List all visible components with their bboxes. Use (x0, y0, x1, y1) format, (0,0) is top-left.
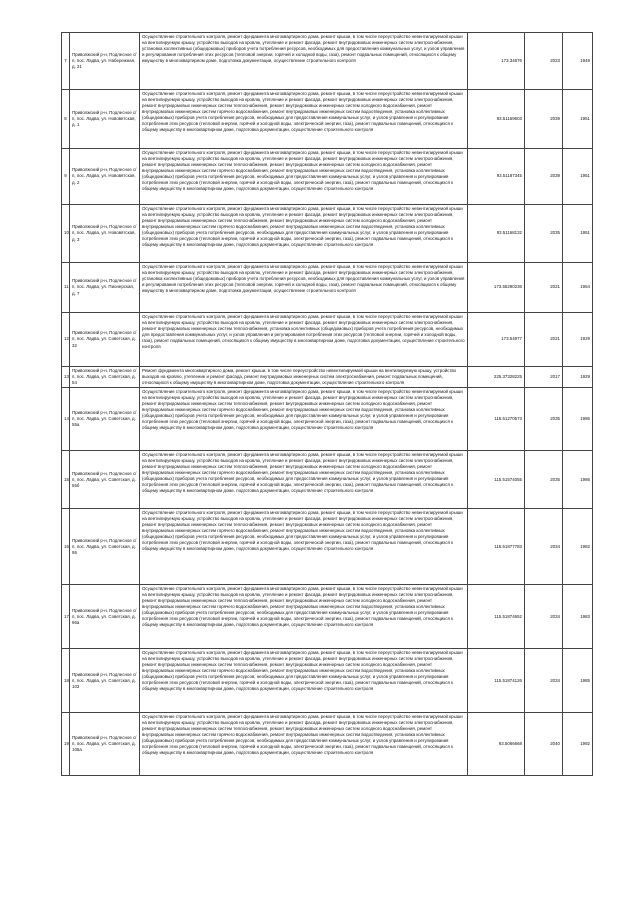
table-row (62, 388, 593, 451)
table-row (62, 205, 593, 263)
address-cell: Приволжский р-н, Подлесное с/п, пос. Ладва, ул. Советская, д. 32 (70, 313, 140, 367)
area-cell: 225.37328225 (468, 367, 525, 388)
row-number: 11 (62, 263, 70, 313)
built-year-cell: 1982 (563, 509, 593, 585)
built-year-cell: 1949 (563, 33, 593, 90)
row-number: 8 (62, 90, 70, 149)
table-body (62, 33, 593, 776)
table-row (62, 451, 593, 509)
works-cell: Осуществление строительного контроля, ремонт фундамента многоквартирного дома, ремонт крыши, в том числе переустройство невентилируемой крыши на вентилируемую крышу, устройство выходов на кровлю, утепление и ремонт фасада, ремонт внутридомовых инженерных систем электроснабжения, ремонт внутридомовых инженерных систем теплоснабжения, ремонт внутридомовых инженерных систем холодного водоснабжения, ремонт внутридомовых инженерных систем горячего водоснабжения, ремонт внутридомовых инженерных систем водоотведения, установка коллективных (общедомовых) приборов учета потребления ресурсов, необходимых для предоставления коммунальных услуг, и узлов управления и регулирования потребления этих ресурсов (тепловой энергии, горячей и холодной воды, электрической энергии, газа), ремонт подвальных помещений, относящихся к общему имуществу в многоквартирном доме, подготовка документации, осуществление строительного контроля (140, 451, 468, 509)
row-number: 15 (62, 451, 70, 509)
works-cell: Осуществление строительного контроля, ремонт фундамента многоквартирного дома, ремонт крыши, в том числе переустройство невентилируемой крыши на вентилируемую крышу, устройство выходов на кровлю, утепление и ремонт фасада, ремонт внутридомовых инженерных систем электроснабжения, установка коллективных (общедомовых) приборов учета потребления ресурсов, необходимых для предоставления коммунальных услуг, и узлов управления и регулирования потребления этих ресурсов (тепловой энергии, горячей и холодной воды, газа), ремонт подвальных помещений, относящихся к общему имуществу в многоквартирном доме, подготовка документации, осуществление строительного контроля (140, 263, 468, 313)
address-cell: Приволжский р-н, Подлесное с/п, пос. Ладва, ул. Нововятская, д. 3 (70, 205, 140, 263)
capital-repair-table (61, 32, 593, 776)
row-number: 16 (62, 509, 70, 585)
works-cell: Осуществление строительного контроля, ремонт фундамента многоквартирного дома, ремонт крыши, в том числе переустройство невентилируемой крыши на вентилируемую крышу, устройство выходов на кровлю, утепление и ремонт фасада, ремонт внутридомовых инженерных систем электроснабжения, ремонт внутридомовых инженерных систем теплоснабжения, ремонт внутридомовых инженерных систем холодного водоснабжения, ремонт внутридомовых инженерных систем горячего водоснабжения, ремонт внутридомовых инженерных систем водоотведения, установка коллективных (общедомовых) приборов учета потребления ресурсов, необходимых для предоставления коммунальных услуг, и узлов управления и регулирования потребления этих ресурсов (тепловой энергии, горячей и холодной воды, электрической энергии, газа), ремонт подвальных помещений, относящихся к общему имуществу в многоквартирном доме, подготовка документации, осуществление строительного контроля (140, 205, 468, 263)
area-cell: 173.54977 (468, 313, 525, 367)
row-number: 13 (62, 367, 70, 388)
area-cell: 93.51169603 (468, 90, 525, 149)
address-cell: Приволжский р-н, Подлесное с/п, пос. Ладва, ул. Советская, д. 103 (70, 649, 140, 713)
row-number: 7 (62, 33, 70, 90)
repair-year-cell: 2034 (525, 585, 563, 649)
built-year-cell: 1951 (563, 90, 593, 149)
works-cell: Осуществление строительного контроля, ремонт фундамента многоквартирного дома, ремонт крыши, в том числе переустройство невентилируемой крыши на вентилируемую крышу, устройство выходов на кровлю, утепление и ремонт фасада, ремонт внутридомовых инженерных систем электроснабжения, установка коллективных (общедомовых) приборов учета потребления ресурсов, необходимых для предоставления коммунальных услуг, и узлов управления и регулирования потребления этих ресурсов (тепловой энергии, горячей и холодной воды, газа), ремонт подвальных помещений, относящихся к общему имуществу в многоквартирном доме, подготовка документации, осуществление строительного контроля (140, 33, 468, 90)
area-cell: 115.51874126 (468, 649, 525, 713)
table-row (62, 367, 593, 388)
works-cell: Осуществление строительного контроля, ремонт фундамента многоквартирного дома, ремонт крыши, в том числе переустройство невентилируемой крыши на вентилируемую крышу, устройство выходов на кровлю, утепление и ремонт фасада, ремонт внутридомовых инженерных систем электроснабжения, ремонт внутридомовых инженерных систем теплоснабжения, ремонт внутридомовых инженерных систем холодного водоснабжения, ремонт внутридомовых инженерных систем горячего водоснабжения, ремонт внутридомовых инженерных систем водоотведения, установка коллективных (общедомовых) приборов учета потребления ресурсов, необходимых для предоставления коммунальных услуг, и узлов управления и регулирования потребления этих ресурсов (тепловой энергии, горячей и холодной воды, электрической энергии, газа), ремонт подвальных помещений, относящихся к общему имуществу в многоквартирном доме, подготовка документации, осуществление строительного контроля (140, 649, 468, 713)
works-cell: Осуществление строительного контроля, ремонт фундамента многоквартирного дома, ремонт крыши, в том числе переустройство невентилируемой крыши на вентилируемую крышу, устройство выходов на кровлю, утепление и ремонт фасада, ремонт внутридомовых инженерных систем электроснабжения, ремонт внутридомовых инженерных систем теплоснабжения, ремонт внутридомовых инженерных систем холодного водоснабжения, ремонт внутридомовых инженерных систем горячего водоснабжения, ремонт внутридомовых инженерных систем водоотведения, установка коллективных (общедомовых) приборов учета потребления ресурсов, необходимых для предоставления коммунальных услуг, и узлов управления и регулирования потребления этих ресурсов (тепловой энергии, горячей и холодной воды, электрической энергии, газа), ремонт подвальных помещений, относящихся к общему имуществу в многоквартирном доме, подготовка документации, осуществление строительного контроля (140, 90, 468, 149)
row-number: 17 (62, 585, 70, 649)
built-year-cell: 1951 (563, 205, 593, 263)
works-cell: Осуществление строительного контроля, ремонт фундамента многоквартирного дома, ремонт крыши, в том числе переустройство невентилируемой крыши на вентилируемую крышу, устройство выходов на кровлю, утепление и ремонт фасада, ремонт внутридомовых инженерных систем электроснабжения, ремонт внутридомовых инженерных систем теплоснабжения, ремонт внутридомовых инженерных систем холодного водоснабжения, ремонт внутридомовых инженерных систем горячего водоснабжения, ремонт внутридомовых инженерных систем водоотведения, установка коллективных (общедомовых) приборов учета потребления ресурсов, необходимых для предоставления коммунальных услуг, и узлов управления и регулирования потребления этих ресурсов (тепловой энергии, горячей и холодной воды, электрической энергии, газа), ремонт подвальных помещений, относящихся к общему имуществу в многоквартирном доме, подготовка документации, осуществление строительного контроля (140, 585, 468, 649)
table-row (62, 90, 593, 149)
repair-year-cell: 2035 (525, 388, 563, 451)
table-row (62, 585, 593, 649)
area-cell: 115.51877783 (468, 509, 525, 585)
works-cell: Осуществление строительного контроля, ремонт фундамента многоквартирного дома, ремонт крыши, в том числе переустройство невентилируемой крыши на вентилируемую крышу, устройство выходов на кровлю, утепление и ремонт фасада, ремонт внутридомовых инженерных систем электроснабжения, ремонт внутридомовых инженерных систем теплоснабжения, ремонт внутридомовых инженерных систем холодного водоснабжения, ремонт внутридомовых инженерных систем горячего водоснабжения, ремонт внутридомовых инженерных систем водоотведения, установка коллективных (общедомовых) приборов учета потребления ресурсов, необходимых для предоставления коммунальных услуг, и узлов управления и регулирования потребления этих ресурсов (тепловой энергии, горячей и холодной воды, электрической энергии, газа), ремонт подвальных помещений, относящихся к общему имуществу в многоквартирном доме, подготовка документации, осуществление строительного контроля (140, 713, 468, 776)
repair-year-cell: 2035 (525, 451, 563, 509)
area-cell: 115.51574055 (468, 451, 525, 509)
address-cell: Приволжский р-н, Подлесное с/п, пос. Ладва, ул. Советская, д. 95 (70, 509, 140, 585)
repair-year-cell: 2039 (525, 90, 563, 149)
repair-year-cell: 2023 (525, 33, 563, 90)
built-year-cell: 1986 (563, 451, 593, 509)
table-row (62, 263, 593, 313)
table-row (62, 509, 593, 585)
area-cell: 93.51168132 (468, 205, 525, 263)
works-cell: Осуществление строительного контроля, ремонт фундамента многоквартирного дома, ремонт крыши, в том числе переустройство невентилируемой крыши на вентилируемую крышу, устройство выходов на кровлю, утепление и ремонт фасада, ремонт внутридомовых инженерных систем электроснабжения, ремонт внутридомовых инженерных систем теплоснабжения, установка коллективных (общедомовых) приборов учета потребления ресурсов, необходимых для предоставления коммунальных услуг, и узлов управления и регулирования потребления этих ресурсов (тепловой энергии, горячей и холодной воды, газа), ремонт подвальных помещений, относящихся к общему имуществу в многоквартирном доме, подготовка документации, осуществление строительного контроля (140, 313, 468, 367)
repair-year-cell: 2034 (525, 649, 563, 713)
built-year-cell: 1986 (563, 388, 593, 451)
address-cell: Приволжский р-н, Подлесное с/п, пос. Ладва, ул. Нововятская, д. 1 (70, 90, 140, 149)
address-cell: Приволжский р-н, Подлесное с/п, пос. Ладва, ул. Нововятская, д. 2 (70, 149, 140, 205)
table-row (62, 33, 593, 90)
repair-year-cell: 2021 (525, 313, 563, 367)
built-year-cell: 1951 (563, 149, 593, 205)
area-cell: 93.5066668 (468, 713, 525, 776)
repair-year-cell: 2034 (525, 509, 563, 585)
works-cell: Осуществление строительного контроля, ремонт фундамента многоквартирного дома, ремонт крыши, в том числе переустройство невентилируемой крыши на вентилируемую крышу, устройство выходов на кровлю, утепление и ремонт фасада, ремонт внутридомовых инженерных систем электроснабжения, ремонт внутридомовых инженерных систем теплоснабжения, ремонт внутридомовых инженерных систем холодного водоснабжения, ремонт внутридомовых инженерных систем горячего водоснабжения, ремонт внутридомовых инженерных систем водоотведения, установка коллективных (общедомовых) приборов учета потребления ресурсов, необходимых для предоставления коммунальных услуг, и узлов управления и регулирования потребления этих ресурсов (тепловой энергии, горячей и холодной воды, электрической энергии, газа), ремонт подвальных помещений, относящихся к общему имуществу в многоквартирном доме, подготовка документации, осуществление строительного контроля (140, 149, 468, 205)
row-number: 14 (62, 388, 70, 451)
row-number: 10 (62, 205, 70, 263)
works-cell: Осуществление строительного контроля, ремонт фундамента многоквартирного дома, ремонт крыши, в том числе переустройство невентилируемой крыши на вентилируемую крышу, устройство выходов на кровлю, утепление и ремонт фасада, ремонт внутридомовых инженерных систем электроснабжения, ремонт внутридомовых инженерных систем теплоснабжения, ремонт внутридомовых инженерных систем холодного водоснабжения, ремонт внутридомовых инженерных систем горячего водоснабжения, ремонт внутридомовых инженерных систем водоотведения, установка коллективных (общедомовых) приборов учета потребления ресурсов, необходимых для предоставления коммунальных услуг, и узлов управления и регулирования потребления этих ресурсов (тепловой энергии, горячей и холодной воды, электрической энергии, газа), ремонт подвальных помещений, относящихся к общему имуществу в многоквартирном доме, подготовка документации, осуществление строительного контроля (140, 388, 468, 451)
works-cell: Ремонт фундамента многоквартирного дома, ремонт крыши, в том числе переустройство невентилируемой крыши на вентилируемую крышу, устройство выходов на кровлю, утепление и ремонт фасада, ремонт внутридомовых инженерных систем электроснабжения, ремонт подвальных помещений, относящихся к общему имуществу в многоквартирном доме, подготовка документации, осуществление строительного контроля (140, 367, 468, 388)
repair-year-cell: 2040 (525, 713, 563, 776)
address-cell: Приволжский р-н, Подлесное с/п, пос. Ладва, ул. Советская, д. 55а (70, 388, 140, 451)
address-cell: Приволжский р-н, Подлесное с/п, пос. Ладва, ул. Советская, д. 105а (70, 713, 140, 776)
area-cell: 115.51270573 (468, 388, 525, 451)
row-number: 9 (62, 149, 70, 205)
row-number: 18 (62, 649, 70, 713)
built-year-cell: 1929 (563, 313, 593, 367)
repair-year-cell: 2035 (525, 205, 563, 263)
area-cell: 173.55290236 (468, 263, 525, 313)
area-cell: 173.34676 (468, 33, 525, 90)
address-cell: Приволжский р-н, Подлесное с/п, пос. Ладва, ул. Советская, д. 54 (70, 367, 140, 388)
table-row (62, 713, 593, 776)
table-row (62, 313, 593, 367)
row-number: 12 (62, 313, 70, 367)
built-year-cell: 1983 (563, 585, 593, 649)
address-cell: Приволжский р-н, Подлесное с/п, пос. Ладва, ул. Советская, д. 96а (70, 585, 140, 649)
area-cell: 115.51874652 (468, 585, 525, 649)
row-number: 19 (62, 713, 70, 776)
built-year-cell: 1985 (563, 649, 593, 713)
built-year-cell: 1929 (563, 367, 593, 388)
repair-year-cell: 2017 (525, 367, 563, 388)
address-cell: Приволжский р-н, Подлесное с/п, пос. Ладва, ул. Советская, д. 55б (70, 451, 140, 509)
area-cell: 93.51187345 (468, 149, 525, 205)
built-year-cell: 1992 (563, 713, 593, 776)
built-year-cell: 1954 (563, 263, 593, 313)
address-cell: Приволжский р-н, Подлесное с/п, пос. Ладва, ул. Пионерская, д. 7 (70, 263, 140, 313)
table-row (62, 649, 593, 713)
repair-year-cell: 2039 (525, 149, 563, 205)
works-cell: Осуществление строительного контроля, ремонт фундамента многоквартирного дома, ремонт крыши, в том числе переустройство невентилируемой крыши на вентилируемую крышу, устройство выходов на кровлю, утепление и ремонт фасада, ремонт внутридомовых инженерных систем электроснабжения, ремонт внутридомовых инженерных систем теплоснабжения, ремонт внутридомовых инженерных систем холодного водоснабжения, ремонт внутридомовых инженерных систем горячего водоснабжения, ремонт внутридомовых инженерных систем водоотведения, установка коллективных (общедомовых) приборов учета потребления ресурсов, необходимых для предоставления коммунальных услуг, и узлов управления и регулирования потребления этих ресурсов (тепловой энергии, горячей и холодной воды, электрической энергии, газа), ремонт подвальных помещений, относящихся к общему имуществу в многоквартирном доме, подготовка документации, осуществление строительного контроля (140, 509, 468, 585)
repair-year-cell: 2021 (525, 263, 563, 313)
table-row (62, 149, 593, 205)
address-cell: Приволжский р-н, Подлесное с/п, пос. Ладва, ул. Набережная, д. 21 (70, 33, 140, 90)
